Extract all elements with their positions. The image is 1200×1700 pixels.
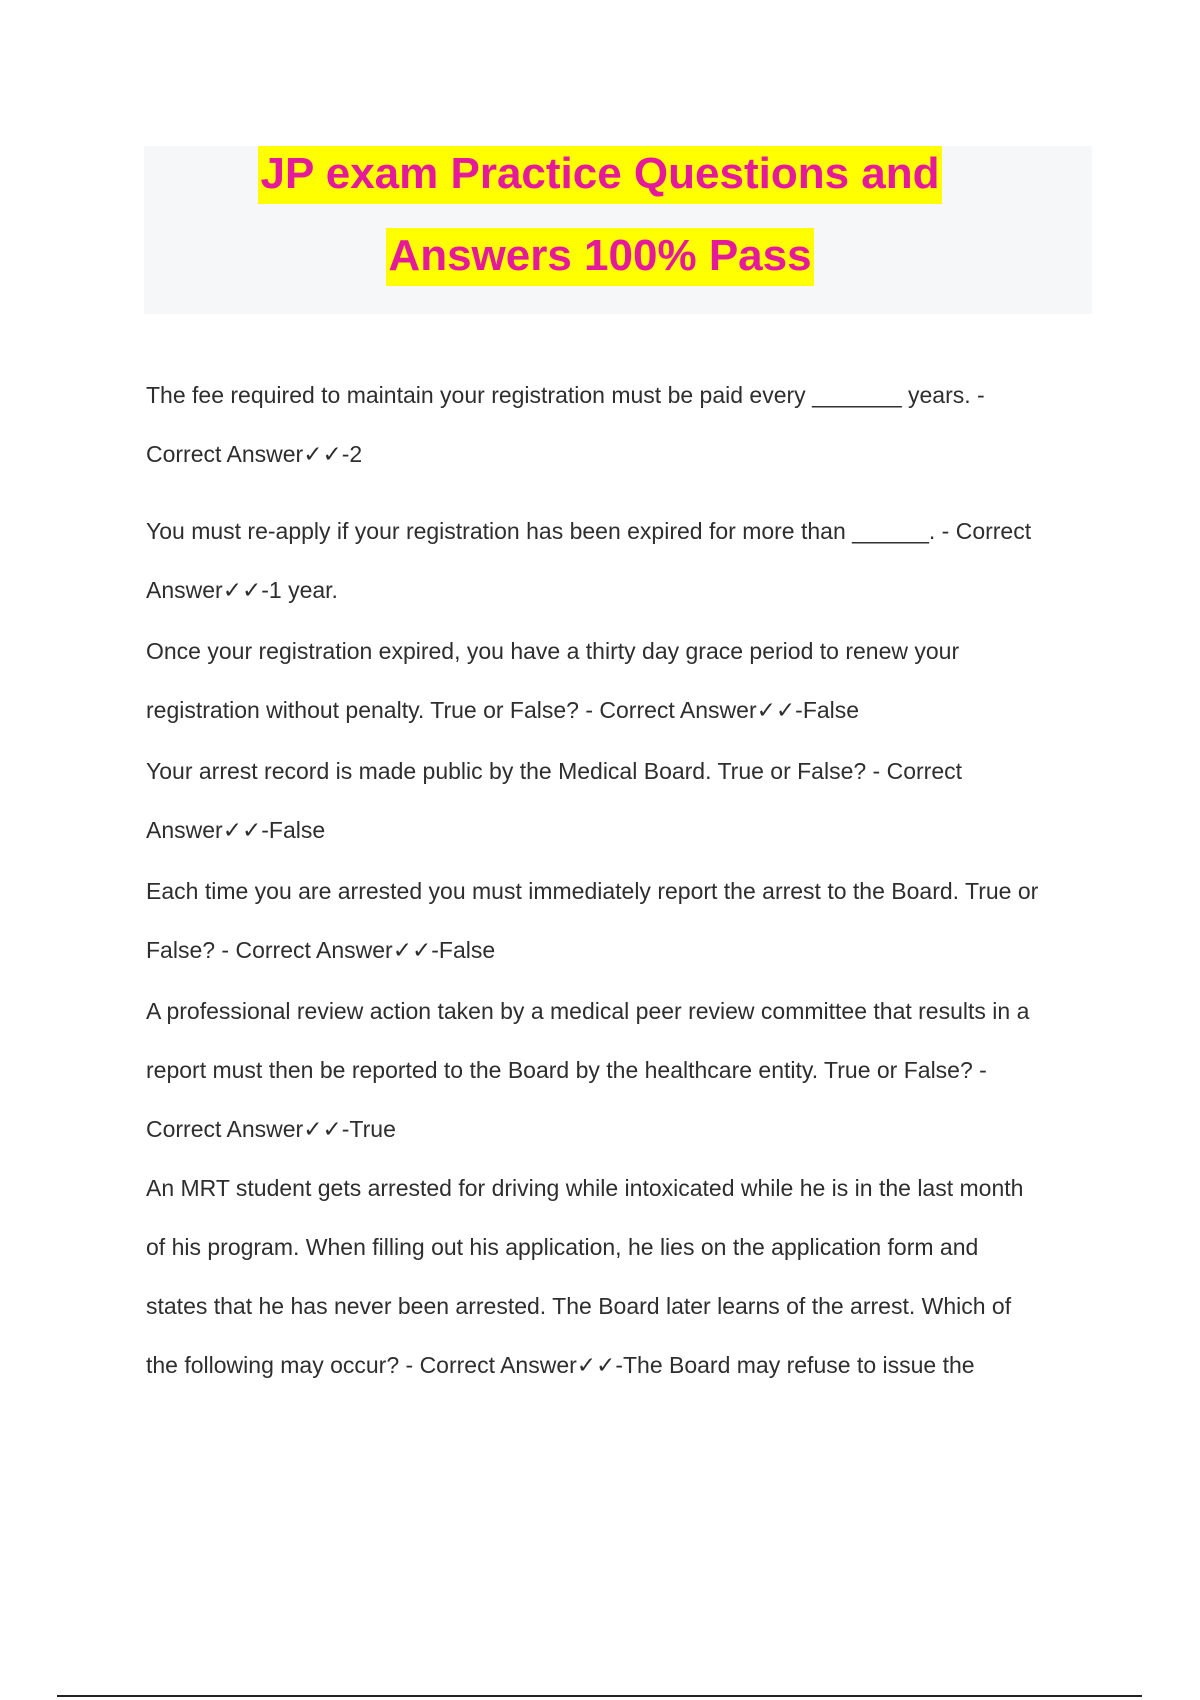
qa-item [146,1159,1096,1395]
question-text: A professional review action taken by a medical peer review committee that results in a [146,998,1030,1024]
qa-item [146,862,1096,980]
answer-text: Answer✓✓-False [146,817,326,843]
question-text: Once your registration expired, you have a thirty day grace period to renew your [146,638,960,664]
qa-item [146,742,1096,860]
qa-item [146,982,1096,1159]
answer-text: Correct Answer✓✓-True [146,1116,396,1142]
qa-item [146,622,1096,740]
answer-text: Answer✓✓-1 year. [146,577,338,603]
qa-item [146,366,1096,484]
answer-text: registration without penalty. True or False? - Correct Answer✓✓-False [146,697,860,723]
document-title-line-2: Answers 100% Pass [0,234,1200,278]
question-text: states that he has never been arrested. The Board later learns of the arrest. Which of [146,1293,1012,1319]
answer-text: False? - Correct Answer✓✓-False [146,937,496,963]
answer-text: Correct Answer✓✓-2 [146,441,363,467]
qa-item [146,502,1096,620]
question-text: of his program. When filling out his application, he lies on the application form and [146,1234,979,1260]
question-text: report must then be reported to the Board by the healthcare entity. True or False? - [146,1057,987,1083]
footer-divider [57,1695,1142,1697]
question-text: The fee required to maintain your registration must be paid every _______ years. - [146,382,985,408]
question-text: You must re-apply if your registration has been expired for more than ______. - Correct [146,518,1032,544]
question-text: Your arrest record is made public by the Medical Board. True or False? - Correct [146,758,963,784]
question-text: Each time you are arrested you must immediately report the arrest to the Board. True or [146,878,1039,904]
answer-text: the following may occur? - Correct Answer✓✓-The Board may refuse to issue the [146,1352,975,1378]
question-text: An MRT student gets arrested for driving while intoxicated while he is in the last month [146,1175,1024,1201]
document-title-line-1: JP exam Practice Questions and [0,152,1200,196]
